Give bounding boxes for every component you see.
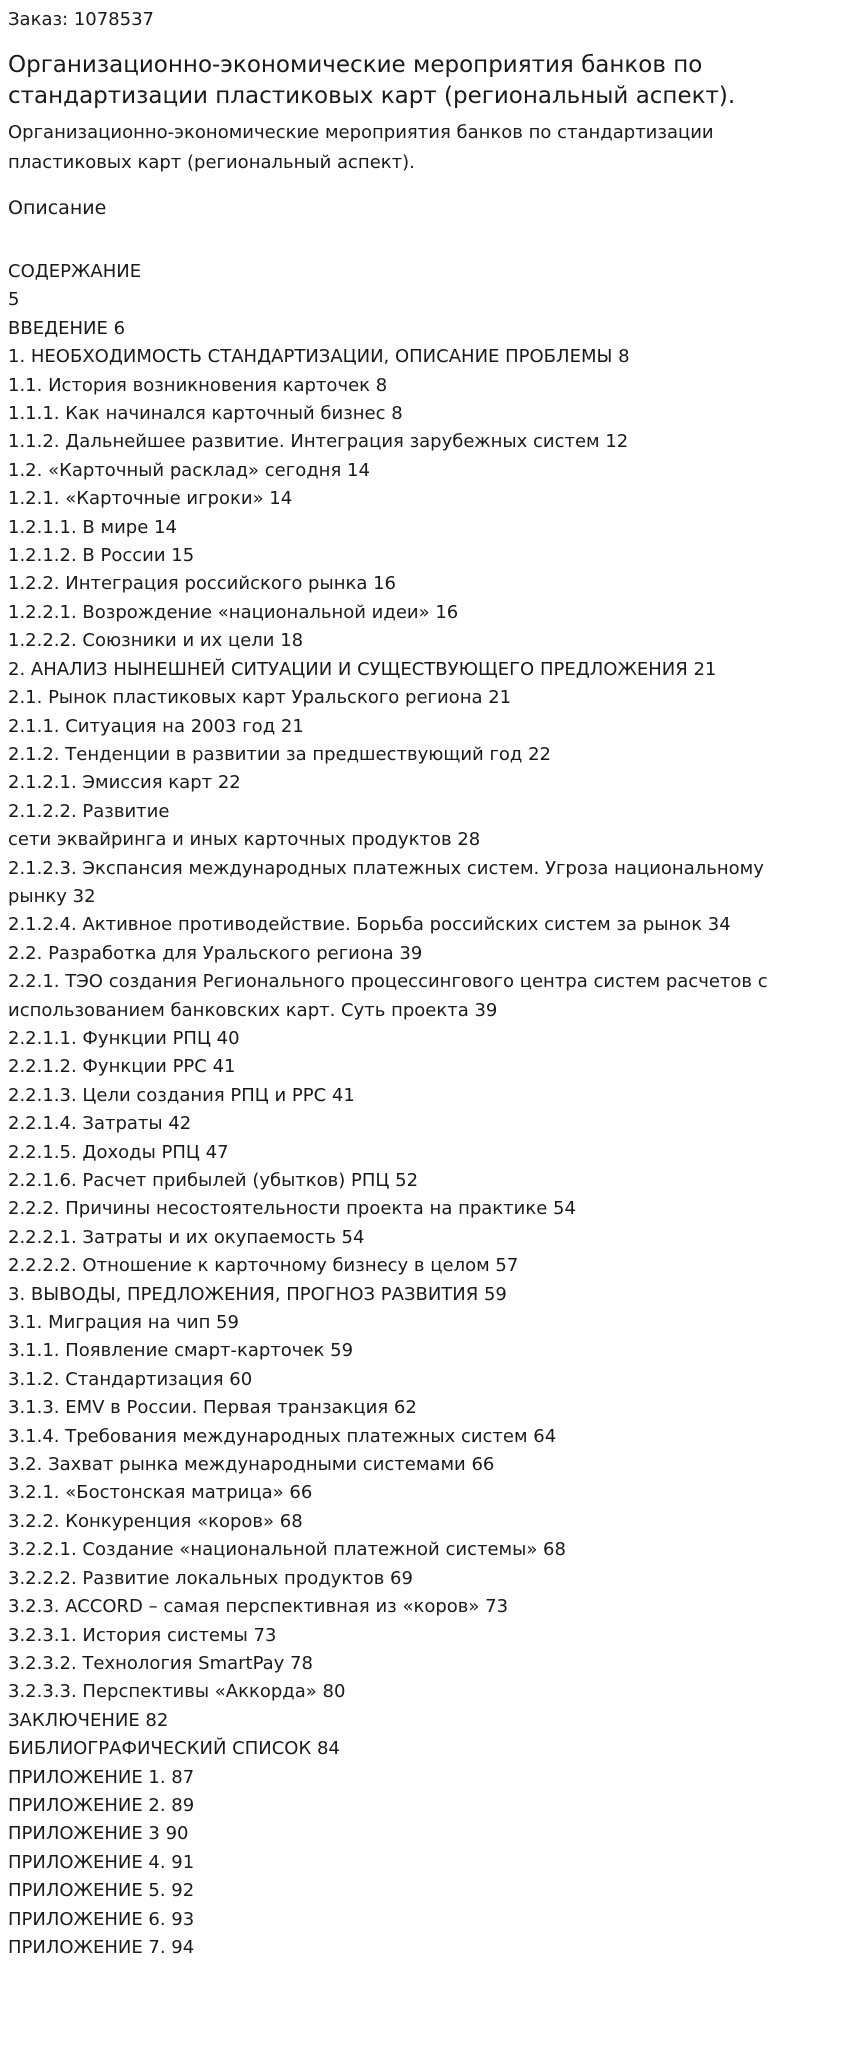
toc-entry: 2.2. Разработка для Уральского региона 39: [8, 942, 423, 964]
toc-entry: 2. АНАЛИЗ НЫНЕШНЕЙ СИТУАЦИИ И СУЩЕСТВУЮЩЕГО ПРЕДЛОЖЕНИЯ 21: [8, 658, 717, 680]
toc-entry: 2.1.2.1. Эмиссия карт 22: [8, 772, 241, 794]
toc-entry: ПРИЛОЖЕНИЕ 7. 94: [8, 1936, 195, 1958]
toc-entry: 3.2.2.1. Создание «национальной платежной системы» 68: [8, 1539, 566, 1561]
toc-entry: 3.1. Миграция на чип 59: [8, 1312, 239, 1334]
toc-entry: ПРИЛОЖЕНИЕ 3 90: [8, 1823, 189, 1845]
toc-entry: 2.2.1.5. Доходы РПЦ 47: [8, 1141, 229, 1163]
toc-entry: 3.2.3. ACCORD – самая перспективная из «коров» 73: [8, 1596, 509, 1618]
toc-entry: БИБЛИОГРАФИЧЕСКИЙ СПИСОК 84: [8, 1738, 340, 1760]
toc-entry: 1. НЕОБХОДИМОСТЬ СТАНДАРТИЗАЦИИ, ОПИСАНИЕ ПРОБЛЕМЫ 8: [8, 346, 630, 368]
toc-entry: 3.1.1. Появление смарт-карточек 59: [8, 1340, 354, 1362]
toc-entry: 2.2.1. ТЭО создания Регионального процессингового центра систем расчетов с использованием банковских карт. Суть проекта 39: [8, 971, 768, 1021]
toc-entry: 1.2. «Карточный расклад» сегодня 14: [8, 459, 370, 481]
toc-entry: ПРИЛОЖЕНИЕ 6. 93: [8, 1908, 195, 1930]
toc-entry: 3.1.3. EMV в России. Первая транзакция 62: [8, 1397, 417, 1419]
toc-entry: 1.2.2.2. Союзники и их цели 18: [8, 630, 304, 652]
toc-entry: 2.2.1.4. Затраты 42: [8, 1113, 192, 1135]
toc-entry: сети эквайринга и иных карточных продуктов 28: [8, 829, 481, 851]
toc-entry: 2.2.2.2. Отношение к карточному бизнесу в целом 57: [8, 1255, 519, 1277]
toc-entry: 2.1. Рынок пластиковых карт Уральского региона 21: [8, 687, 512, 709]
toc-entry: 2.2.1.3. Цели создания РПЦ и РРС 41: [8, 1084, 355, 1106]
toc-entry: 2.1.1. Ситуация на 2003 год 21: [8, 715, 304, 737]
toc-entry: 3.1.4. Требования международных платежных систем 64: [8, 1425, 557, 1447]
toc-entry: 2.2.1.1. Функции РПЦ 40: [8, 1027, 240, 1049]
toc-entry: 3.2.3.3. Перспективы «Аккорда» 80: [8, 1681, 346, 1703]
toc-entry: 2.2.1.6. Расчет прибылей (убытков) РПЦ 52: [8, 1170, 419, 1191]
toc-entry: 3.2.2. Конкуренция «коров» 68: [8, 1510, 303, 1532]
toc-entry: 1.2.1. «Карточные игроки» 14: [8, 488, 293, 510]
toc-entry: ПРИЛОЖЕНИЕ 1. 87: [8, 1766, 195, 1788]
description-heading: Описание: [8, 197, 107, 219]
toc-entry: 3.2.1. «Бостонская матрица» 66: [8, 1482, 313, 1504]
toc-entry: 3.2.3.1. История системы 73: [8, 1624, 277, 1646]
toc-entry: 1.2.2. Интеграция российского рынка 16: [8, 573, 396, 595]
toc-entry: ПРИЛОЖЕНИЕ 4. 91: [8, 1851, 195, 1873]
table-of-contents: [8, 258, 839, 1962]
toc-entry: 2.1.2.4. Активное противодействие. Борьба российских систем за рынок 34: [8, 914, 731, 936]
toc-entry: 5: [8, 289, 20, 311]
toc-entry: 1.2.1.2. В России 15: [8, 545, 195, 567]
toc-entry: ПРИЛОЖЕНИЕ 5. 92: [8, 1880, 195, 1902]
order-number: Заказ: 1078537: [8, 9, 154, 30]
toc-entry: 2.1.2. Тенденции в развитии за предшествующий год 22: [8, 743, 551, 765]
toc-entry: 3.1.2. Стандартизация 60: [8, 1368, 253, 1390]
toc-entry: СОДЕРЖАНИЕ: [8, 261, 142, 282]
toc-entry: 3.2.3.2. Технология SmartPay 78: [8, 1652, 313, 1674]
toc-entry: 3.2. Захват рынка международными системами 66: [8, 1454, 495, 1476]
toc-entry: 3.2.2.2. Развитие локальных продуктов 69: [8, 1567, 413, 1589]
page-subtitle: Организационно-экономические мероприятия банков по стандартизации пластиковых карт (региональный аспект).: [8, 122, 714, 173]
toc-entry: 2.2.2.1. Затраты и их окупаемость 54: [8, 1226, 365, 1248]
toc-entry: 2.2.1.2. Функции РРС 41: [8, 1056, 236, 1078]
toc-entry: 2.1.2.2. Развитие: [8, 800, 170, 822]
toc-entry: 1.2.1.1. В мире 14: [8, 516, 177, 538]
page-title: Организационно-экономические мероприятия банков по стандартизации пластиковых карт (региональный аспект).: [8, 52, 736, 109]
toc-entry: ВВЕДЕНИЕ 6: [8, 317, 126, 339]
toc-entry: 1.1.1. Как начинался карточный бизнес 8: [8, 403, 403, 425]
toc-entry: 1.1. История возникновения карточек 8: [8, 374, 388, 396]
toc-entry: ПРИЛОЖЕНИЕ 2. 89: [8, 1794, 195, 1816]
toc-entry: ЗАКЛЮЧЕНИЕ 82: [8, 1709, 169, 1731]
toc-entry: 1.1.2. Дальнейшее развитие. Интеграция зарубежных систем 12: [8, 431, 629, 453]
toc-entry: 2.2.2. Причины несостоятельности проекта на практике 54: [8, 1198, 576, 1220]
toc-entry: 2.1.2.3. Экспансия международных платежных систем. Угроза национальному рынку 32: [8, 857, 764, 907]
toc-entry: 1.2.2.1. Возрождение «национальной идеи» 16: [8, 601, 459, 623]
toc-entry: 3. ВЫВОДЫ, ПРЕДЛОЖЕНИЯ, ПРОГНОЗ РАЗВИТИЯ 59: [8, 1283, 507, 1305]
